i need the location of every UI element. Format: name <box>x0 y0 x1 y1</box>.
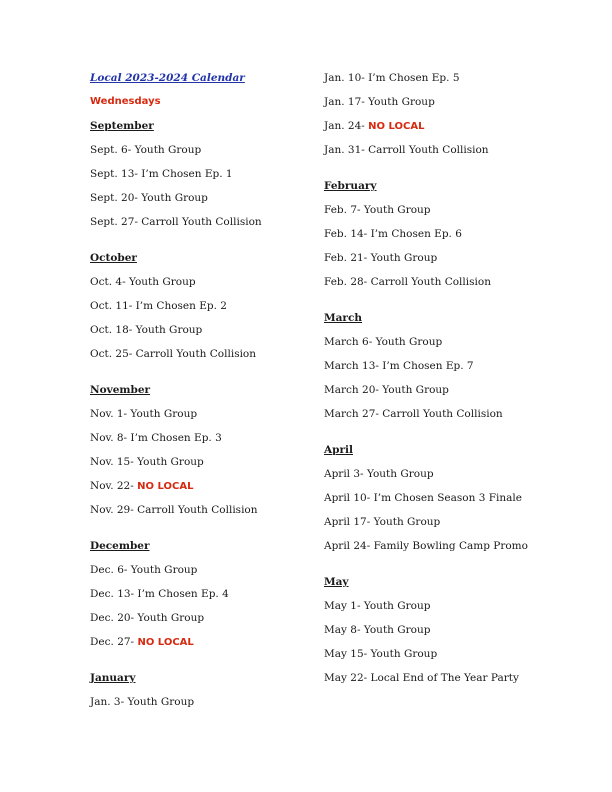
list-item: Nov. 15- Youth Group <box>90 456 204 468</box>
list-item <box>90 635 194 649</box>
list-item: Oct. 18- Youth Group <box>90 324 203 336</box>
list-item: April 17- Youth Group <box>324 516 441 528</box>
list-item: Nov. 1- Youth Group <box>90 408 198 420</box>
calendar-title: Local 2023-2024 Calendar <box>90 72 245 84</box>
list-item: Nov. 8- I’m Chosen Ep. 3 <box>90 432 222 444</box>
list-item: Jan. 31- Carroll Youth Collision <box>324 144 489 156</box>
list-item: Sept. 6- Youth Group <box>90 144 202 156</box>
list-item: March 13- I’m Chosen Ep. 7 <box>324 360 474 372</box>
month-heading-november: November <box>90 384 151 396</box>
list-item: Sept. 13- I’m Chosen Ep. 1 <box>90 168 233 180</box>
list-item: Oct. 11- I’m Chosen Ep. 2 <box>90 300 227 312</box>
list-item: May 15- Youth Group <box>324 648 438 660</box>
list-item-date: Jan. 24- <box>324 120 365 132</box>
list-item-date: Nov. 22- <box>90 480 134 492</box>
list-item: Feb. 7- Youth Group <box>324 204 431 216</box>
no-local-badge: NO LOCAL <box>137 637 194 648</box>
list-item: Dec. 6- Youth Group <box>90 564 198 576</box>
month-heading-january: January <box>90 672 136 684</box>
list-item: Feb. 28- Carroll Youth Collision <box>324 276 491 288</box>
list-item: Nov. 29- Carroll Youth Collision <box>90 504 258 516</box>
list-item: May 8- Youth Group <box>324 624 431 636</box>
month-heading-may: May <box>324 576 349 588</box>
list-item: April 10- I’m Chosen Season 3 Finale <box>324 492 522 504</box>
list-item <box>90 479 193 493</box>
calendar-subtitle: Wednesdays <box>90 96 161 107</box>
list-item: Oct. 4- Youth Group <box>90 276 196 288</box>
month-heading-february: February <box>324 180 377 192</box>
list-item: Oct. 25- Carroll Youth Collision <box>90 348 257 360</box>
month-heading-september: September <box>90 120 154 132</box>
list-item <box>324 119 425 133</box>
list-item: May 1- Youth Group <box>324 600 431 612</box>
month-heading-december: December <box>90 540 150 552</box>
list-item: Feb. 21- Youth Group <box>324 252 438 264</box>
list-item: Feb. 14- I’m Chosen Ep. 6 <box>324 228 462 240</box>
list-item: Jan. 17- Youth Group <box>324 96 435 108</box>
list-item: March 20- Youth Group <box>324 384 449 396</box>
list-item-date: Dec. 27- <box>90 636 135 648</box>
month-heading-october: October <box>90 252 137 264</box>
list-item: Jan. 3- Youth Group <box>90 696 195 708</box>
list-item: Sept. 27- Carroll Youth Collision <box>90 216 262 228</box>
month-heading-march: March <box>324 312 362 324</box>
list-item: May 22- Local End of The Year Party <box>324 672 519 684</box>
list-item: March 6- Youth Group <box>324 336 443 348</box>
list-item: Dec. 13- I’m Chosen Ep. 4 <box>90 588 229 600</box>
list-item: Dec. 20- Youth Group <box>90 612 205 624</box>
list-item: Sept. 20- Youth Group <box>90 192 208 204</box>
list-item: April 24- Family Bowling Camp Promo <box>324 540 528 552</box>
list-item: March 27- Carroll Youth Collision <box>324 408 503 420</box>
no-local-badge: NO LOCAL <box>137 481 194 492</box>
month-heading-april: April <box>324 444 353 456</box>
no-local-badge: NO LOCAL <box>368 121 425 132</box>
list-item: Jan. 10- I’m Chosen Ep. 5 <box>324 72 460 84</box>
list-item: April 3- Youth Group <box>324 468 434 480</box>
